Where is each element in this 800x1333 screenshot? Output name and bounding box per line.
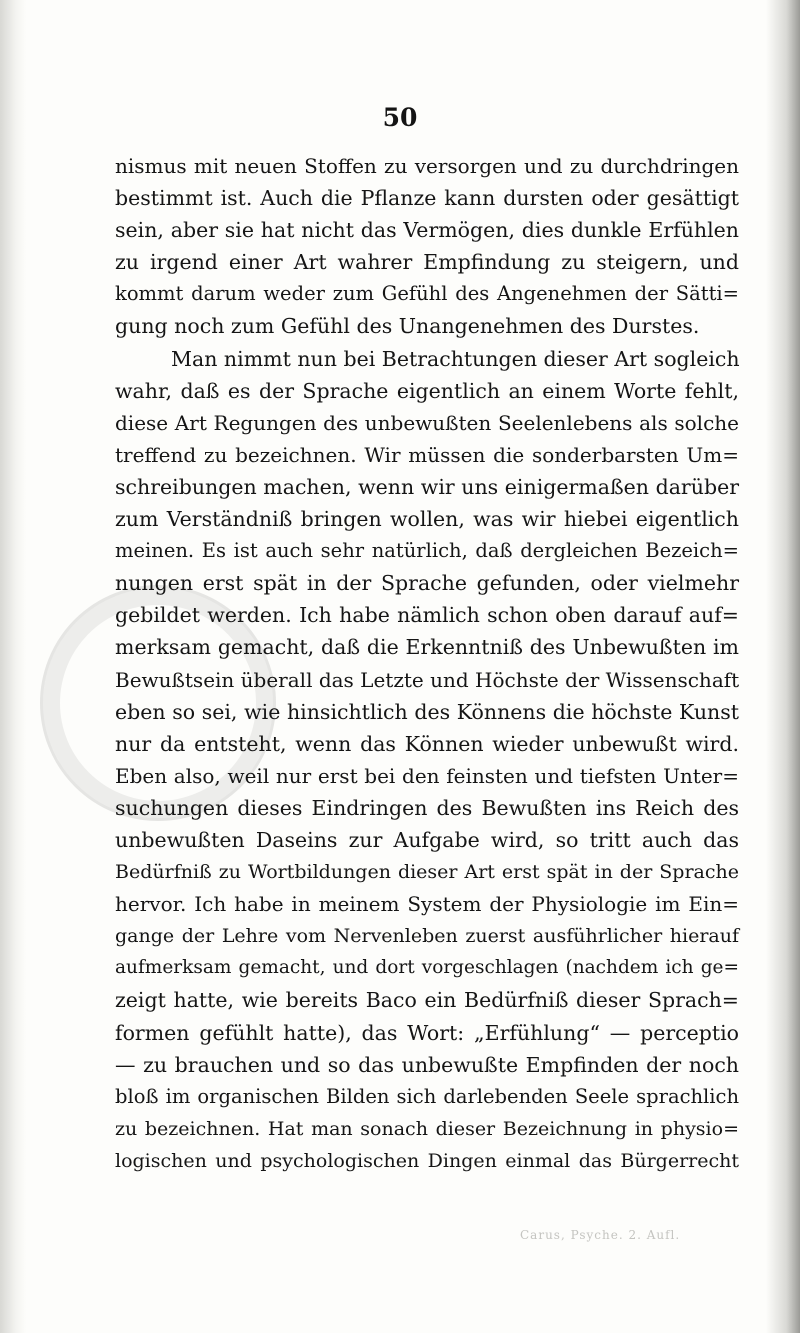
text-line: — zu brauchen und so das unbewußte Empfinden der noch (115, 1052, 739, 1077)
text-line: eben so sei, wie hinsichtlich des Könnens die höchste Kunst (115, 699, 739, 724)
text-line: gung noch zum Gefühl des Unangenehmen des Durstes. (115, 314, 700, 339)
text-line: Eben also, weil nur erst bei den feinsten und tiefsten Unter= (115, 763, 739, 788)
text-line: gange der Lehre vom Nervenleben zuerst ausführlicher hierauf (115, 925, 739, 948)
text-line: Man nimmt nun bei Betrachtungen dieser Art sogleich (171, 346, 740, 371)
page-number: 50 (382, 103, 418, 132)
text-line: treffend zu bezeichnen. Wir müssen die sonderbarsten Um= (115, 442, 739, 467)
text-line: kommt darum weder zum Gefühl des Angenehmen der Sätti= (115, 282, 739, 306)
text-line: nungen erst spät in der Sprache gefunden, oder vielmehr (115, 571, 739, 596)
text-line: wahr, daß es der Sprache eigentlich an einem Worte fehlt, (115, 378, 739, 403)
body-text (115, 150, 739, 1177)
printer-signature: Carus, Psyche. 2. Aufl. (520, 1228, 681, 1242)
text-line: sein, aber sie hat nicht das Vermögen, dies dunkle Erfühlen (115, 218, 739, 243)
text-line: hervor. Ich habe in meinem System der Physiologie im Ein= (115, 892, 739, 917)
text-line: aufmerksam gemacht, und dort vorgeschlagen (nachdem ich ge= (115, 957, 739, 979)
text-line: Bedürfniß zu Wortbildungen dieser Art erst spät in der Sprache (115, 861, 739, 884)
text-line: nur da entsteht, wenn das Können wieder unbewußt wird. (115, 731, 739, 756)
text-line: zu irgend einer Art wahrer Empfindung zu steigern, und (115, 250, 739, 275)
text-line: suchungen dieses Eindringen des Bewußten ins Reich des (115, 795, 739, 820)
text-line: merksam gemacht, daß die Erkenntniß des Unbewußten im (115, 635, 739, 660)
text-line: nismus mit neuen Stoffen zu versorgen und zu durchdringen (115, 154, 739, 178)
text-line: schreibungen machen, wenn wir uns einigermaßen darüber (115, 474, 739, 499)
text-line: formen gefühlt hatte), das Wort: „Erfühlung“ — perceptio (115, 1020, 739, 1045)
text-line: zu bezeichnen. Hat man sonach dieser Bezeichnung in physio= (115, 1117, 739, 1140)
text-line: logischen und psychologischen Dingen einmal das Bürgerrecht (115, 1149, 739, 1172)
text-line: bestimmt ist. Auch die Pflanze kann dursten oder gesättigt (115, 186, 739, 211)
page-edge-left (0, 0, 26, 1333)
page-edge-right (766, 0, 800, 1333)
text-line: meinen. Es ist auch sehr natürlich, daß dergleichen Bezeich= (115, 539, 739, 563)
text-line: unbewußten Daseins zur Aufgabe wird, so tritt auch das (115, 827, 739, 852)
text-line: bloß im organischen Bilden sich darlebenden Seele sprachlich (115, 1084, 739, 1108)
text-line: Bewußtsein überall das Letzte und Höchste der Wissenschaft (115, 667, 740, 692)
text-line: zeigt hatte, wie bereits Baco ein Bedürfniß dieser Sprach= (115, 988, 739, 1013)
text-line: diese Art Regungen des unbewußten Seelenlebens als solche (115, 410, 739, 435)
text-line: gebildet werden. Ich habe nämlich schon oben darauf auf= (115, 603, 739, 628)
text-line: zum Verständniß bringen wollen, was wir hiebei eigentlich (115, 507, 739, 532)
